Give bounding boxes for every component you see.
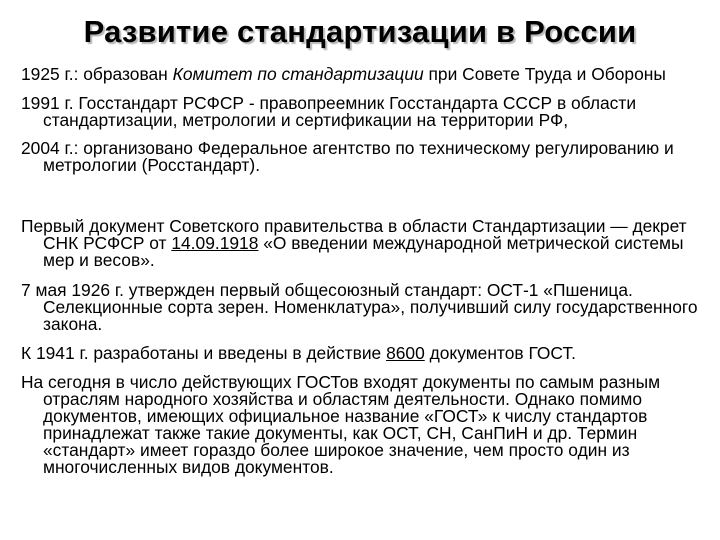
paragraph-1941 <box>21 345 709 362</box>
paragraph-1941-text-after: документов ГОСТ. <box>424 343 576 363</box>
slide-title: Развитие стандартизации в России <box>83 14 637 49</box>
paragraph-1941-text-before: К 1941 г. разработаны и введены в действие <box>21 343 387 363</box>
paragraph-1925-text-before: 1925 г.: образован <box>21 64 173 84</box>
paragraph-1991: 1991 г. Госстандарт РСФСР - правопреемник Госстандарта СССР в области стандартизации, метрологии и сертификации на территории РФ, <box>21 93 637 130</box>
paragraph-today: На сегодня в число действующих ГОСТов входят документы по самым разным отраслям народного хозяйства и областям деятельности. Однако помимо документов, имеющих официальное название «ГОСТ» к числу стандартов принадлежат также такие документы, как ОСТ, СН, СанПиН и др. Термин «стандарт» имеет гораздо более широкое значение, чем просто один из многочисленных видов документов. <box>21 372 661 477</box>
gost-count: 8600 <box>386 343 425 363</box>
slide-body <box>21 66 709 476</box>
paragraph-1925 <box>21 66 709 83</box>
first-document-text-before: Первый документ Советского правительства в области Стандартизации — декрет СНК РСФСР от <box>21 216 687 253</box>
paragraph-1926: 7 мая 1926 г. утвержден первый общесоюзный стандарт: ОСТ-1 «Пшеница. Селекционные сорта зерен. Номенклатура», получивший силу государственного закона. <box>21 280 698 334</box>
decree-date: 14.09.1918 <box>171 233 259 253</box>
paragraph-first-document <box>21 218 709 269</box>
first-document-text-after: «О введении международной метрической системы мер и весов». <box>43 233 684 270</box>
committee-name: Комитет по стандартизации <box>172 64 424 84</box>
paragraph-2004: 2004 г.: организовано Федеральное агентство по техническому регулированию и метрологии (Росстандарт). <box>21 138 674 175</box>
paragraph-1925-text-after: при Совете Труда и Обороны <box>423 64 666 84</box>
